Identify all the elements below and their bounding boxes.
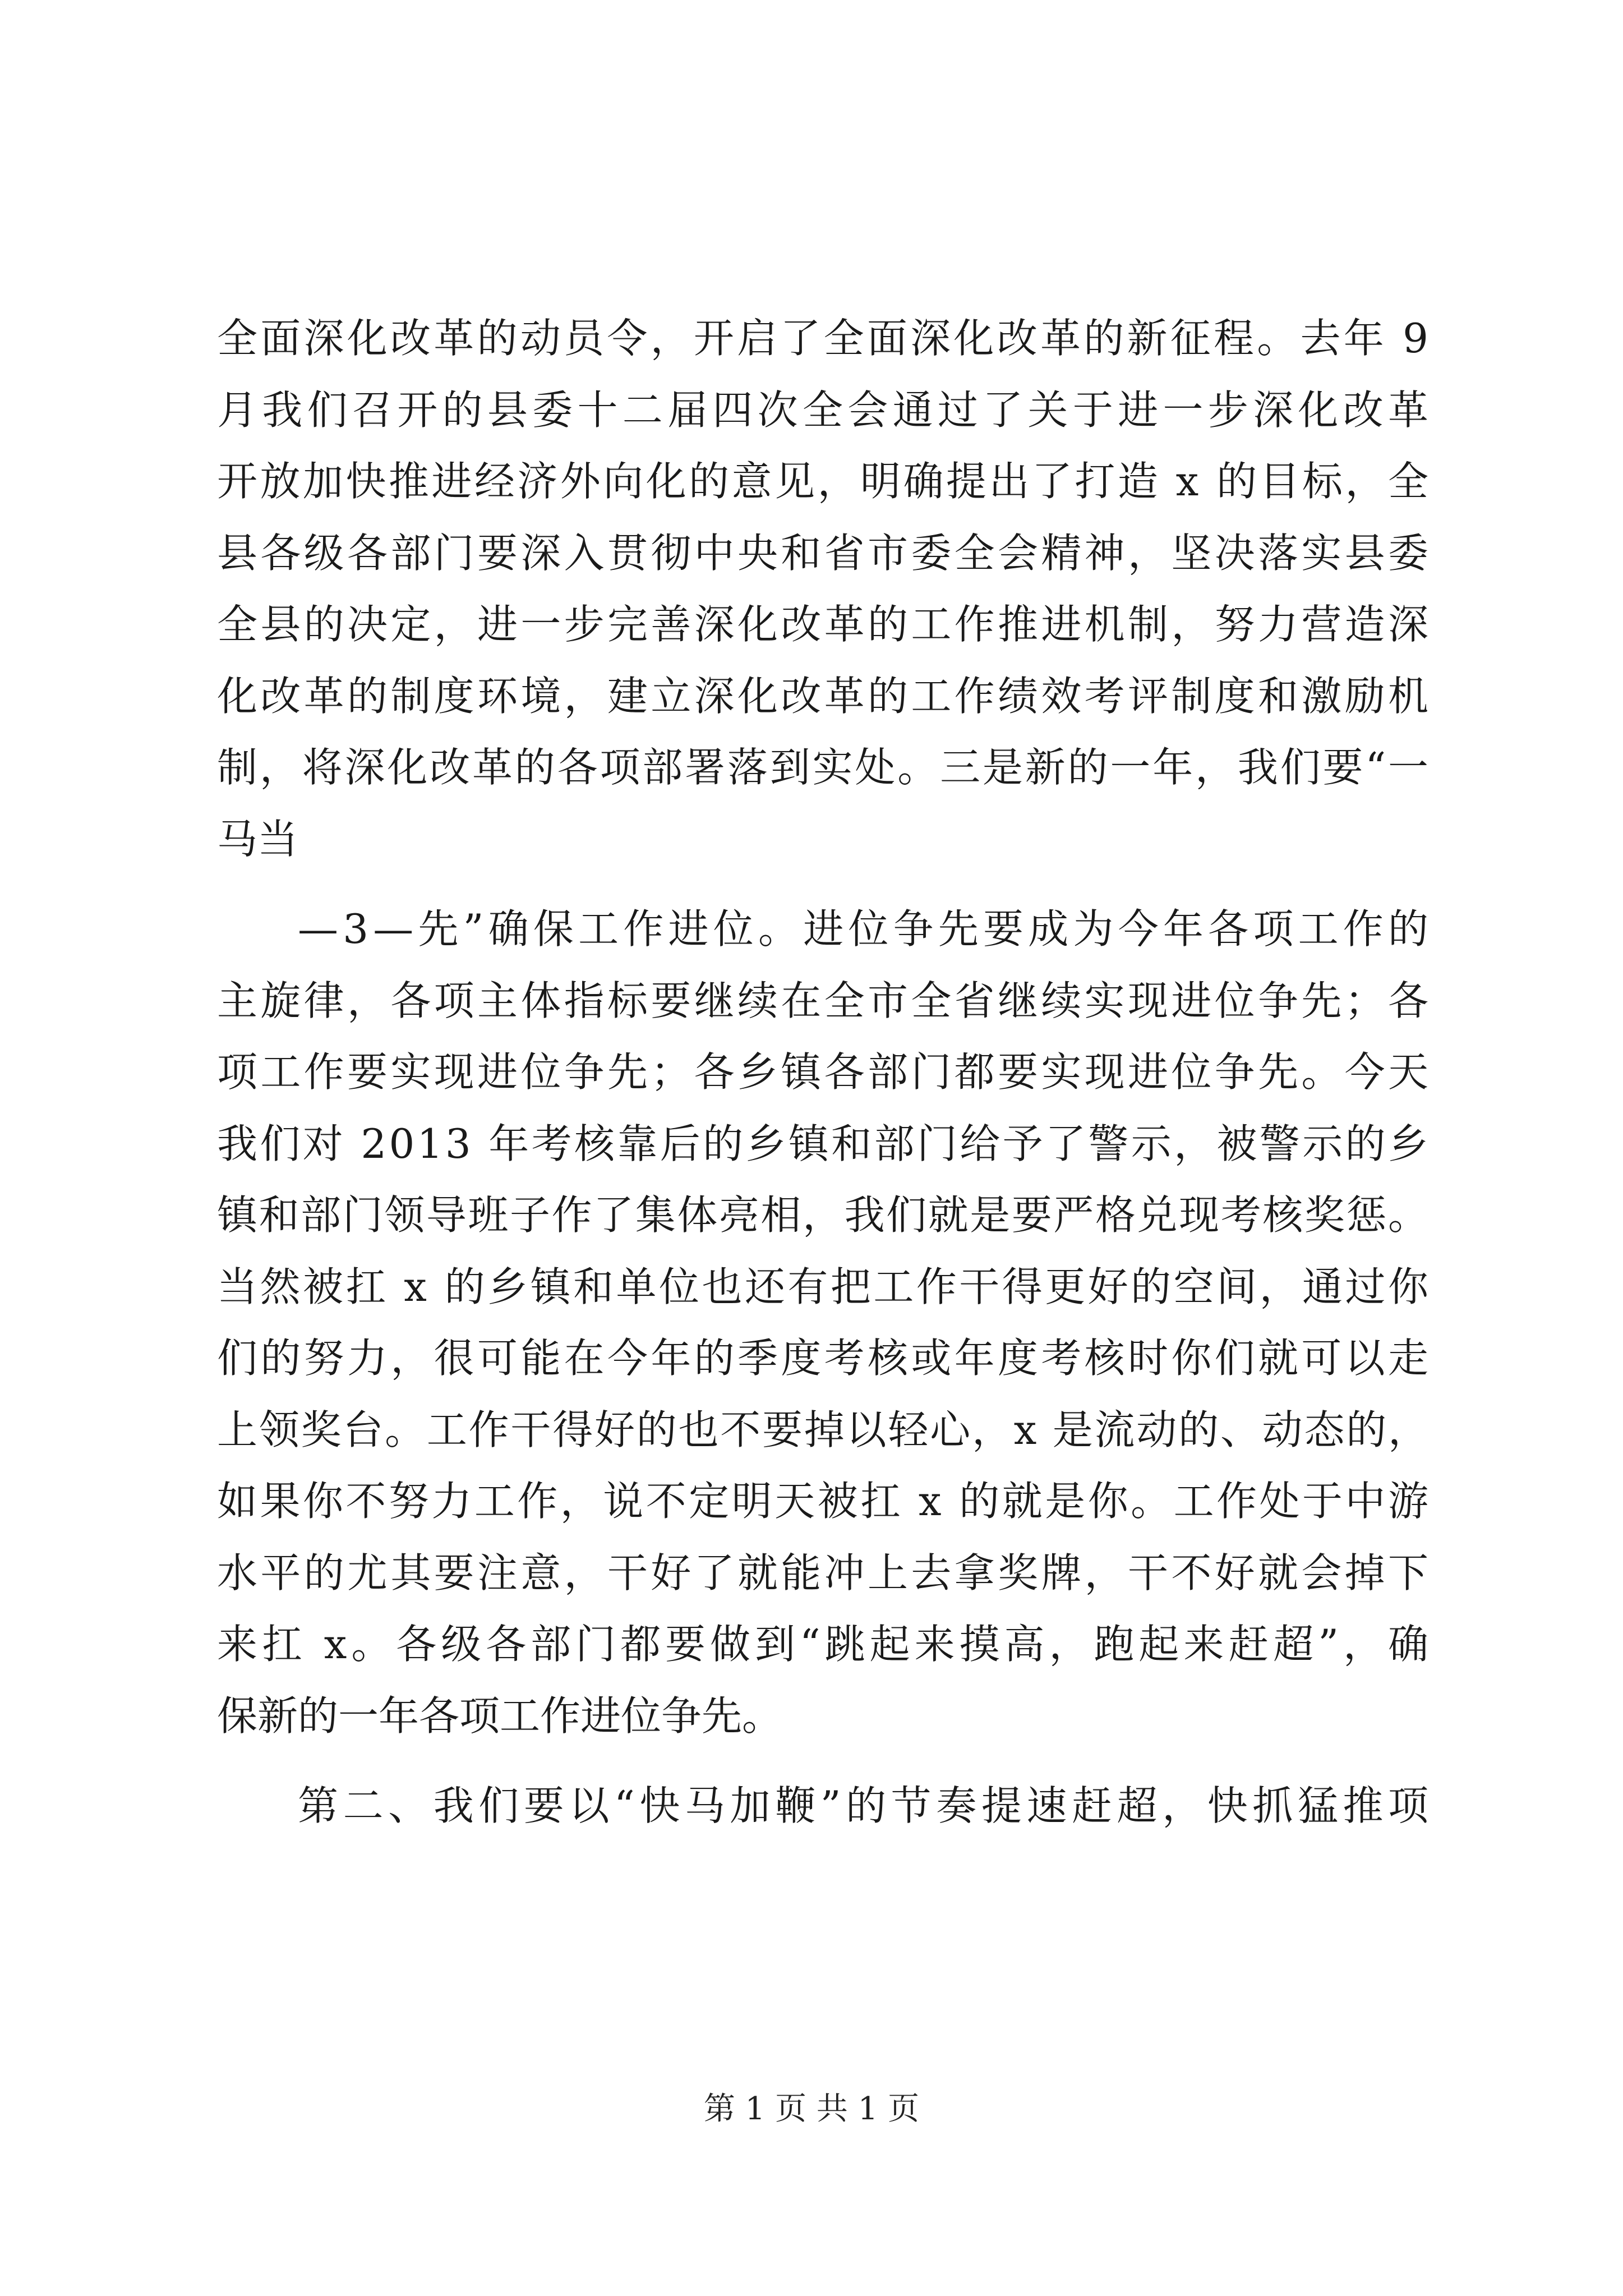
text-line: 制，将深化改革的各项部署落到实处。三是新的一年，我们要“一: [217, 744, 1431, 791]
paragraph-gap: [217, 1752, 1428, 1770]
paragraph: [217, 1770, 1433, 1842]
text-line: —3—先”确保工作进位。进位争先要成为今年各项工作的: [298, 905, 1433, 953]
paragraph-gap: [217, 875, 1428, 894]
text-line: 水平的尤其要注意，干好了就能冲上去拿奖牌，干不好就会掉下: [217, 1549, 1432, 1596]
document-body: [217, 303, 1433, 1842]
text-line: 保新的一年各项工作进位争先。: [217, 1692, 783, 1740]
text-line: 们的努力，很可能在今年的季度考核或年度考核时你们就可以走: [217, 1335, 1432, 1382]
text-line: 镇和部门领导班子作了集体亮相，我们就是要严格兑现考核奖惩。: [217, 1191, 1430, 1239]
text-line: 主旋律，各项主体指标要继续在全市全省继续实现进位争先；各: [217, 977, 1432, 1024]
paragraph: [217, 894, 1433, 1752]
text-line: 我们对 2013 年考核靠后的乡镇和部门给予了警示，被警示的乡: [217, 1120, 1431, 1167]
text-line: 来扛 x。各级各部门都要做到“跳起来摸高，跑起来赶超”，确: [217, 1621, 1433, 1668]
page-number-label: 第 1 页 共 1 页: [703, 2091, 920, 2127]
text-line: 化改革的制度环境，建立深化改革的工作绩效考评制度和激励机: [217, 672, 1432, 720]
text-line: 全面深化改革的动员令，开启了全面深化改革的新征程。去年 9: [217, 315, 1432, 362]
text-line: 如果你不努力工作，说不定明天被扛 x 的就是你。工作处于中游: [217, 1478, 1431, 1525]
paragraph: [217, 303, 1433, 875]
text-line: 全县的决定，进一步完善深化改革的工作推进机制，努力营造深: [217, 601, 1432, 648]
text-line: 当然被扛 x 的乡镇和单位也还有把工作干得更好的空间，通过你: [217, 1263, 1431, 1310]
text-line: 上领奖台。工作干得好的也不要掉以轻心，x 是流动的、动态的，: [217, 1406, 1430, 1453]
text-line: 开放加快推进经济外向化的意见，明确提出了打造 x 的目标，全: [217, 458, 1431, 505]
page-footer: [0, 2087, 1623, 2132]
text-line: 县各级各部门要深入贯彻中央和省市委全会精神，坚决落实县委: [217, 529, 1432, 577]
text-line: 月我们召开的县委十二届四次全会通过了关于进一步深化改革: [217, 386, 1433, 434]
text-line: 第二、我们要以“快马加鞭”的节奏提速赶超，快抓猛推项: [298, 1782, 1433, 1829]
text-line: 马当: [217, 815, 298, 863]
text-line: 项工作要实现进位争先；各乡镇各部门都要实现进位争先。今天: [217, 1048, 1432, 1096]
